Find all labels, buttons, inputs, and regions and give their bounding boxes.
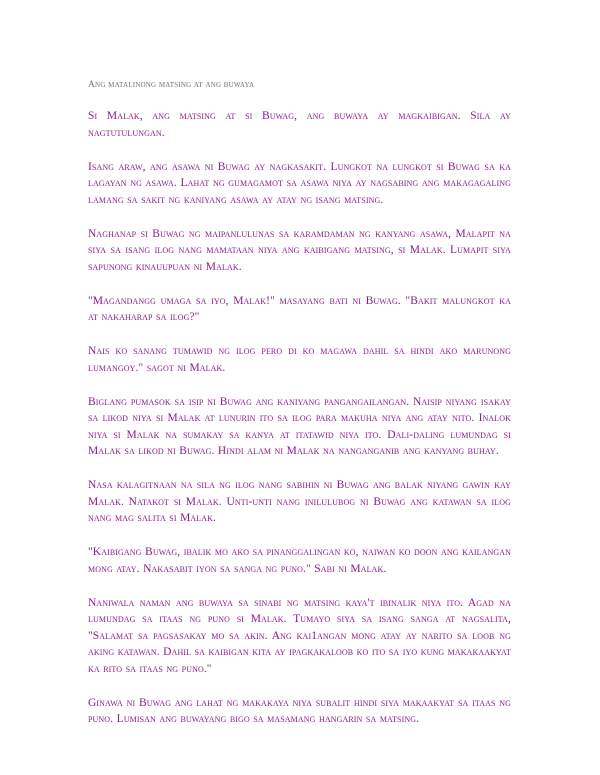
paragraph-2: Isang araw, ang asawa ni Buwag ay nagkasakit. Lungkot na lungkot si Buwag sa ka lagayan ng asawa. Lahat ng gumagamot sa asawa niya ay nagsabing ang makagagaling lamang sa sakit ng kaniyang asawa ay atay ng isang matsing.	[88, 160, 511, 206]
paragraph-7: Nasa kalagitnaan na sila ng ilog nang sabihin ni Buwag ang balak niyang gawin kay Malak. Natakot si Malak. Unti-unti nang inilulubog ni Buwag ang katawan sa ilog nang mag salita si Malak.	[88, 479, 511, 524]
paragraph-10: Ginawa ni Buwag ang lahat ng makakaya niya subalit hindi siya makaakyat sa itaas ng puno. Lumisan ang buwayang bigo sa masamang hangarin sa matsing.	[88, 696, 511, 725]
paragraph-5: Nais ko sanang tumawid ng ilog pero di ko magawa dahil sa hindi ako marunong lumangoy." sagot ni Malak.	[88, 345, 511, 374]
paragraph-4: "Magandangg umaga sa iyo, Malak!" masayang bati ni Buwag. "Bakit malungkot ka at nakaharap sa ilog?"	[88, 294, 511, 323]
paragraph-8: "Kaibigang Buwag, ibalik mo ako sa pinanggalingan ko, naiwan ko doon ang kailangan mong atay. Nakasabit iyon sa sanga ng puno." Sabi ni Malak.	[88, 546, 511, 575]
paragraph-3: Naghanap si Buwag ng maipanlulunas sa karamdaman ng kanyang asawa, Malapit na siya sa isang ilog nang mamataan niya ang kaibigang matsing, si Malak. Lumapit siya sapunong kinauupuan ni Malak.	[88, 227, 511, 273]
document-body	[88, 108, 511, 745]
paragraph-1: Si Malak, ang matsing at si Buwag, ang buwaya ay magkaibigan. Sila ay nagtutulungan.	[88, 110, 511, 139]
paragraph-9: Naniwala naman ang buwaya sa sinabi ng matsing kaya't ibinalik niya ito. Agad na lumundag sa itaas ng puno si Malak. Tumayo siya sa isang sanga at nagsalita, "Salamat sa pagsasakay mo sa akin. Ang kai1angan mong atay ay narito sa loob ng aking katawan. Dahil sa kaibigan kita ay ipagkakaloob ko ito sa iyo kung makakaakyat ka rito sa itaas ng puno."	[88, 596, 512, 675]
paragraph-6: Biglang pumasok sa isip ni Buwag ang kaniyang pangangailangan. Naisip niyang isakay sa likod niya si Malak at lunurin ito sa ilog para makuha niya ang atay nito. Inalok niya si Malak na sumakay sa kanya at itatawid niya ito. Dali-daling lumundag si Malak sa likod ni Buwag. Hindi alam ni Malak na nanganganib ang kanyang buhay.	[88, 395, 511, 457]
document-title: Ang matalinong matsing at ang buwaya	[88, 80, 255, 90]
